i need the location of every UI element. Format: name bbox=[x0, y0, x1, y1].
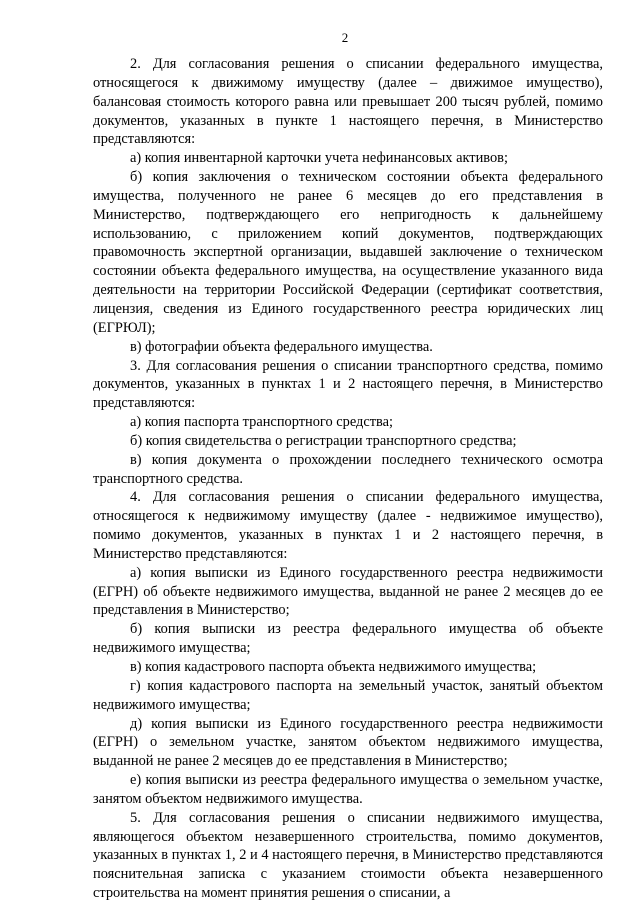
subparagraph-4g: г) копия кадастрового паспорта на земельный участок, занятый объектом недвижимого имущества; bbox=[93, 677, 603, 713]
subparagraph-4b: б) копия выписки из реестра федерального имущества об объекте недвижимого имущества; bbox=[93, 621, 603, 657]
subparagraph-2a: а) копия инвентарной карточки учета нефинансовых активов; bbox=[130, 150, 508, 167]
paragraph-item-3: 3. Для согласования решения о списании транспортного средства, помимо документов, указанных в пунктах 1 и 2 настоящего перечня, в Министерство представляются: bbox=[93, 357, 603, 412]
page-number: 2 bbox=[341, 30, 349, 45]
paragraph-item-2: 2. Для согласования решения о списании федерального имущества, относящегося к движимому имуществу (далее – движимое имущество), балансовая стоимость которого равна или превышает 200 тысяч рублей, помимо документов, указанных в пункте 1 настоящего перечня, в Министерство представляются: bbox=[93, 56, 603, 148]
subparagraph-3a: а) копия паспорта транспортного средства; bbox=[130, 414, 394, 431]
paragraph-item-4: 4. Для согласования решения о списании федерального имущества, относящегося к недвижимому имуществу (далее - недвижимое имущество), помимо документов, указанных в пунктах 1 и 2 настоящего перечня, в Министерство представляются: bbox=[93, 489, 603, 562]
subparagraph-4v: в) копия кадастрового паспорта объекта недвижимого имущества; bbox=[130, 659, 537, 675]
paragraph-item-5: 5. Для согласования решения о списании недвижимого имущества, являющегося объектом незавершенного строительства, помимо документов, указанных в пунктах 1, 2 и 4 настоящего перечня, в Министерство представляются пояснительная записка с указанием стоимости объекта незавершенного строительства на момент принятия решения о списании, а bbox=[93, 809, 603, 902]
subparagraph-2v: в) фотографии объекта федерального имущества. bbox=[130, 338, 433, 355]
subparagraph-3b: б) копия свидетельства о регистрации транспортного средства; bbox=[130, 432, 517, 449]
subparagraph-4d: д) копия выписки из Единого государственного реестра недвижимости (ЕГРН) о земельном участке, занятом объектом недвижимого имущества, выданной не ранее 2 месяцев до ее представления в Министерство; bbox=[93, 715, 603, 770]
subparagraph-3v: в) копия документа о прохождении последнего технического осмотра транспортного средства. bbox=[93, 451, 603, 487]
document-body bbox=[93, 55, 603, 903]
subparagraph-4e: е) копия выписки из реестра федерального имущества о земельном участке, занятом объектом недвижимого имущества. bbox=[93, 772, 603, 807]
subparagraph-2b: б) копия заключения о техническом состоянии объекта федерального имущества, полученного не ранее 6 месяцев до его представления в Министерство, подтверждающего его непригодность к дальнейшему использованию, с приложением копий документов, подтверждающих правомочность экспертной организации, выдавшей заключение о техническом состоянии объекта федерального имущества, на осуществление указанного вида деятельности на территории Российской Федерации (сертификат соответствия, лицензия, сведения из Единого государственного реестра юридических лиц (ЕГРЮЛ); bbox=[93, 169, 603, 336]
subparagraph-4a: а) копия выписки из Единого государственного реестра недвижимости (ЕГРН) об объекте недвижимого имущества, выданной не ранее 2 месяцев до ее представления в Министерство; bbox=[93, 564, 603, 619]
